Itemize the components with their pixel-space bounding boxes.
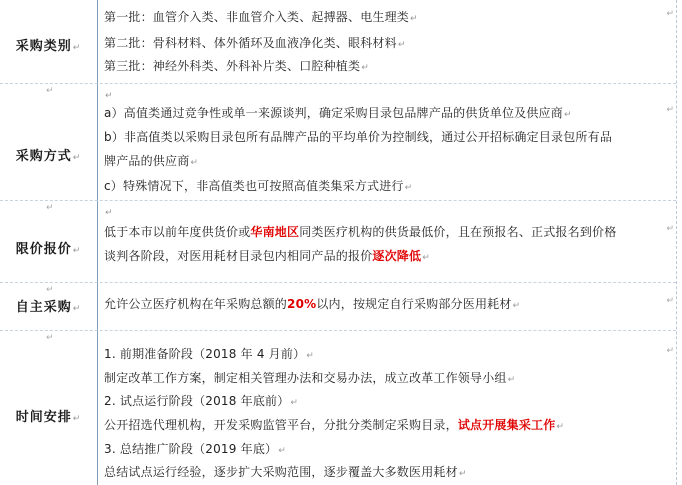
- row-separator: [0, 330, 676, 331]
- cell-end-mark: ↵: [666, 296, 674, 306]
- schedule-label: 时间安排↵: [15, 410, 82, 425]
- paragraph-mark: ↵: [46, 285, 54, 295]
- schedule-line: 3. 总结推广阶段（2019 年底）↵: [104, 442, 286, 456]
- row-separator: [0, 282, 676, 283]
- paragraph-mark: ↵: [46, 203, 54, 213]
- column-divider: [97, 0, 98, 485]
- self-procurement-line: 允许公立医疗机构在年采购总额的20%以内，按规定自行采购部分医用耗材↵: [104, 297, 521, 311]
- schedule-line: 制定改革工作方案，制定相关管理办法和交易办法，成立改革工作领导小组↵: [104, 371, 516, 385]
- price-line: 谈判各阶段，对医用耗材目录包内相同产品的报价逐次降低↵: [104, 249, 430, 263]
- schedule-line: 1. 前期准备阶段（2018 年 4 月前）↵: [104, 347, 315, 361]
- method-line: c）特殊情况下，非高值类也可按照高值类集采方式进行↵: [104, 179, 413, 193]
- paragraph-mark: ↵: [46, 86, 54, 96]
- method-line: a）高值类通过竞争性或单一来源谈判，确定采购目录包品牌产品的供货单位及供应商↵: [104, 106, 572, 120]
- category-line: 第三批：神经外科类、外科补片类、口腔种植类↵: [104, 59, 369, 73]
- method-label: 采购方式↵: [15, 149, 82, 164]
- price-label: 限价报价↵: [15, 242, 82, 257]
- paragraph-mark: ↵: [105, 208, 113, 218]
- row-separator: [0, 200, 676, 201]
- cell-end-mark: ↵: [666, 105, 674, 115]
- cell-end-mark: ↵: [666, 9, 674, 19]
- self-procurement-label: 自主采购↵: [15, 300, 82, 315]
- cell-end-mark: ↵: [666, 346, 674, 356]
- paragraph-mark: ↵: [105, 91, 113, 101]
- price-line: 低于本市以前年度供货价或华南地区同类医疗机构的供货最低价，且在预报名、正式报名到价格: [104, 225, 617, 239]
- category-line: 第二批：骨科材料、体外循环及血液净化类、眼科材料↵: [104, 36, 406, 50]
- right-border: [676, 0, 677, 485]
- schedule-line: 2. 试点运行阶段（2018 年底前）↵: [104, 394, 299, 408]
- method-line: 牌产品的供应商↵: [104, 154, 199, 168]
- paragraph-mark: ↵: [46, 333, 54, 343]
- row-separator: [0, 83, 676, 84]
- schedule-line: 公开招选代理机构，开发采购监管平台，分批分类制定采购目录，试点开展集采工作↵: [104, 418, 565, 432]
- schedule-line: 总结试点运行经验，逐步扩大采购范围，逐步覆盖大多数医用耗材↵: [104, 465, 467, 479]
- method-line: b）非高值类以采购目录包所有品牌产品的平均单价为控制线，通过公开招标确定目录包所有品: [104, 130, 613, 144]
- category-line: 第一批：血管介入类、非血管介入类、起搏器、电生理类↵: [104, 10, 418, 24]
- category-label: 采购类别↵: [15, 39, 82, 54]
- cell-end-mark: ↵: [666, 224, 674, 234]
